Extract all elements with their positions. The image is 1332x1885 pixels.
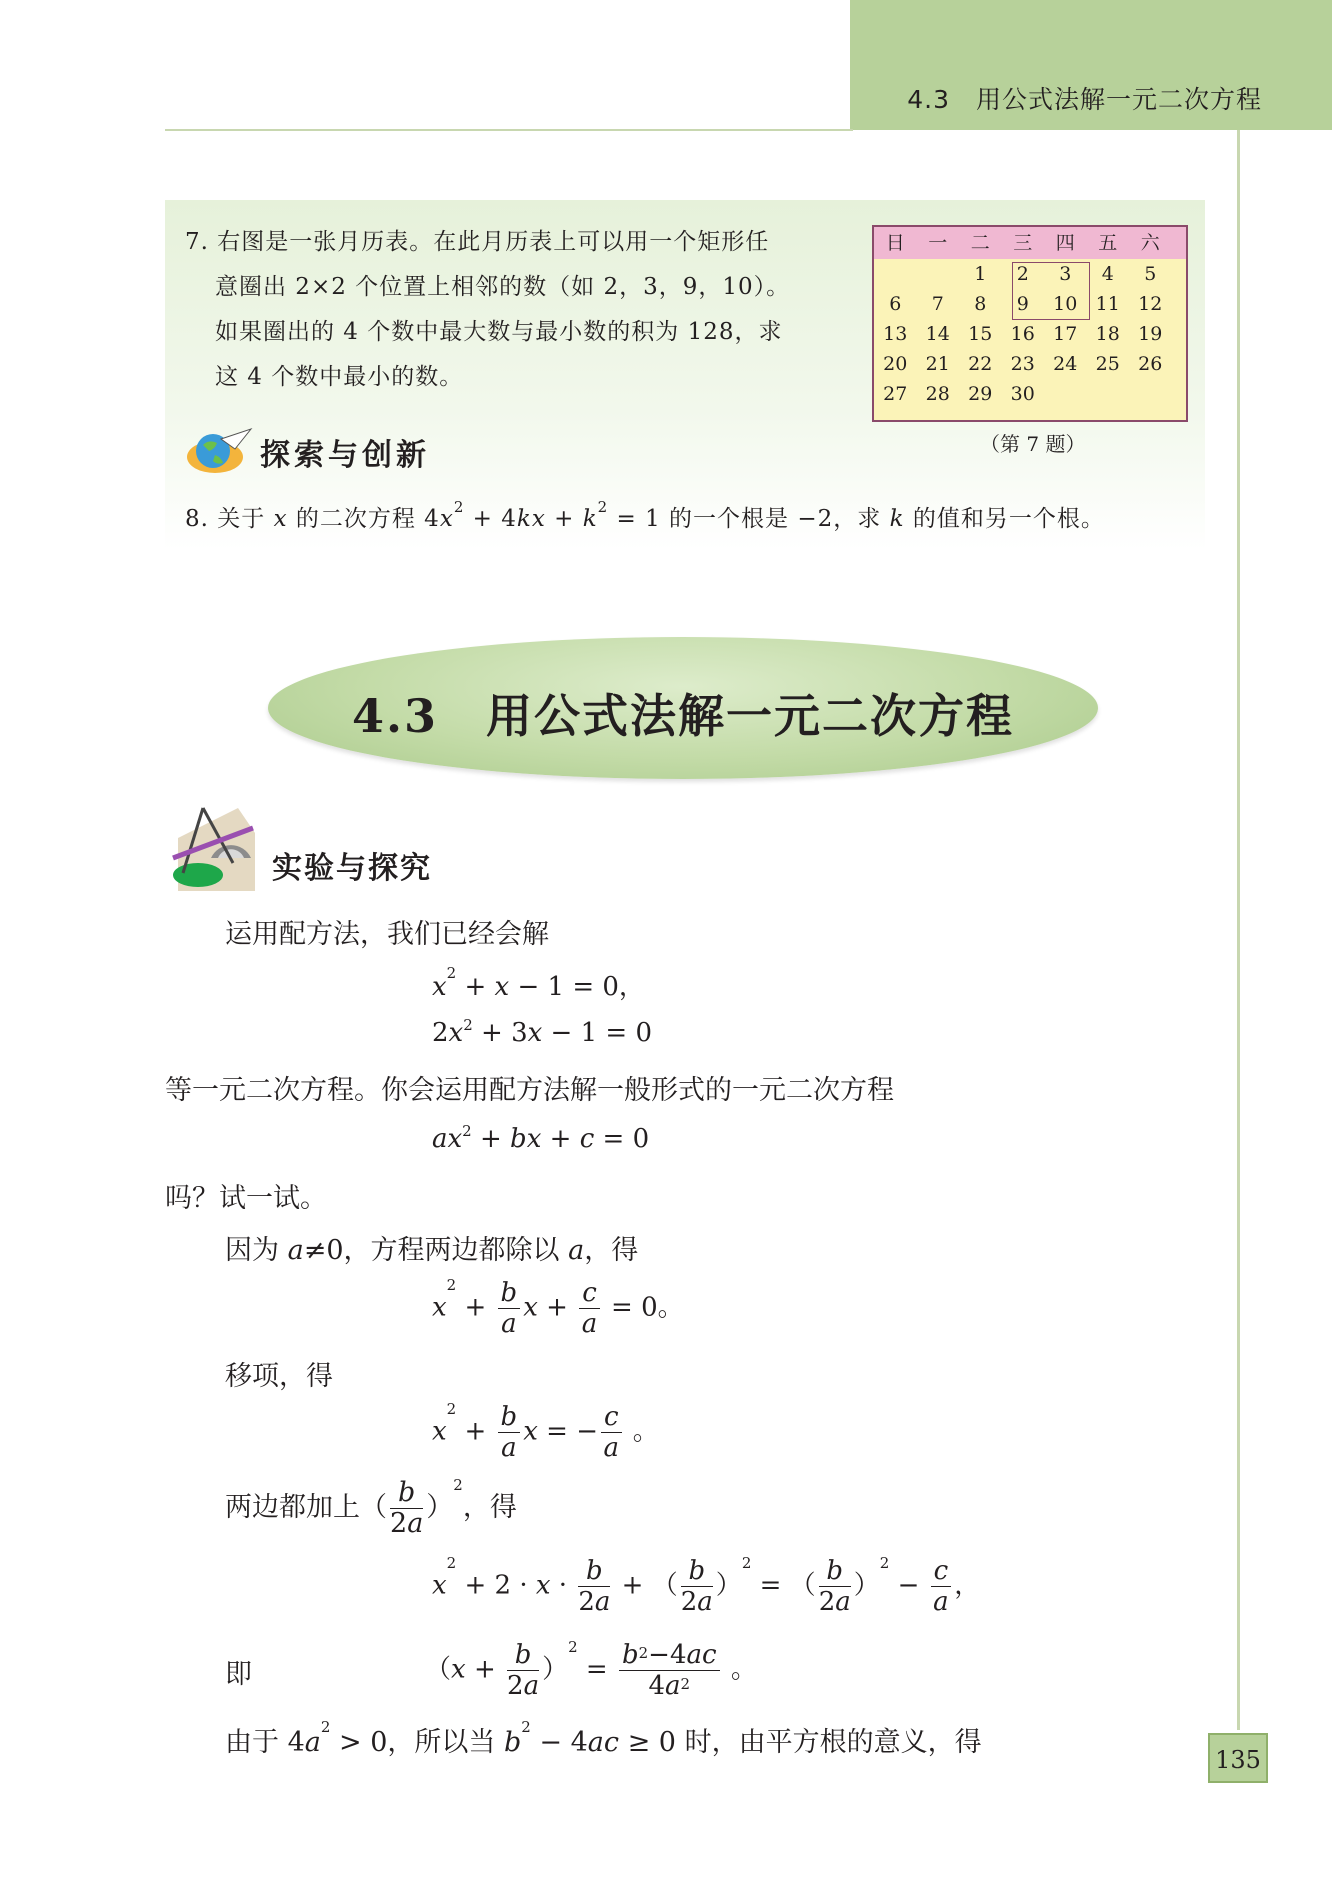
calendar-row	[874, 349, 1186, 379]
calendar-cell: 30	[1010, 383, 1035, 405]
exercise-7-line: 如果圈出的 4 个数中最大数与最小数的积为 128，求	[215, 319, 783, 345]
exercise-7-line: 这 4 个数中最小的数。	[215, 364, 464, 390]
equation-general: $ax^2$ + bx + c = 0	[432, 1122, 650, 1154]
equation-4: $x^2$ + $\frac{b}{a}$ x = − $\frac{c}{a}$ 。	[432, 1400, 659, 1463]
calendar-cell: 6	[889, 293, 902, 315]
calendar-cell: 5	[1144, 263, 1157, 285]
calendar-weekday: 二	[970, 232, 990, 254]
calendar-cell: 26	[1138, 353, 1163, 375]
body-text: ，得	[584, 1235, 639, 1266]
body-paragraph: 两边都加上（ $\frac{b}{2a}$ ）$^2$，得	[225, 1476, 517, 1539]
calendar-weekday: 一	[928, 232, 948, 254]
page-number: 135	[1208, 1733, 1268, 1783]
calendar-weekday: 五	[1098, 232, 1118, 254]
body-paragraph: 因为 a≠0，方程两边都除以 a，得	[225, 1235, 639, 1266]
calendar-header-row	[874, 227, 1186, 259]
body-text: 因为	[225, 1235, 288, 1266]
calendar-cell: 3	[1059, 263, 1072, 285]
body-text: > 0，所以当	[330, 1727, 504, 1758]
calendar-cell	[1044, 379, 1087, 409]
body-text: 两边都加上（	[225, 1492, 387, 1523]
calendar-cell	[1129, 379, 1172, 409]
calendar-cell	[1087, 379, 1130, 409]
equation-1: $x^2 + x - 1 = 0$，	[432, 964, 645, 1002]
exercise-7	[185, 220, 845, 400]
calendar-cell: 18	[1095, 323, 1120, 345]
ex8-text: 的二次方程 4	[295, 506, 440, 532]
body-paragraph: 移项，得	[225, 1361, 333, 1392]
calendar-weekday: 六	[1140, 232, 1160, 254]
calendar-cell: 24	[1053, 353, 1078, 375]
calendar-cell: 25	[1095, 353, 1120, 375]
header-rule	[165, 129, 853, 131]
calendar-cell	[874, 259, 917, 289]
equation-3: $x^2$ + $\frac{b}{a}$ x + $\frac{c}{a}$ = 0。	[432, 1276, 684, 1339]
equation-5: $x^2 + 2 \cdot x$ · $\frac{b}{2a}$ + （ $\frac{b}{2a}$ ）$^2$ = （ $\frac{b}{2a}$ ）$^2$ − $\frac{c}{a}$ ，	[432, 1554, 981, 1617]
calendar-cell: 20	[883, 353, 908, 375]
equation-6: （x + $\frac{b}{2a}$ ）$^2$ = $\frac{b^2-4ac}{4a^2}$ 。	[425, 1638, 757, 1701]
ex8-text: 的值和另一个根。	[904, 506, 1105, 532]
compass-protractor-icon	[163, 803, 258, 893]
calendar-cell: 10	[1053, 293, 1078, 315]
calendar-weekday: 日	[885, 232, 905, 254]
calendar-row	[874, 319, 1186, 349]
calendar-cell: 19	[1138, 323, 1163, 345]
calendar-cell: 11	[1095, 293, 1120, 315]
calendar-cell: 13	[883, 323, 908, 345]
experiment-heading: 实验与探究	[272, 851, 432, 886]
calendar-table	[872, 225, 1188, 422]
equation-2: $2x^2 + 3x - 1 = 0$	[432, 1016, 653, 1048]
calendar-cell: 21	[925, 353, 950, 375]
exercise-7-line: 意圈出 2×2 个位置上相邻的数（如 2，3，9，10）。	[215, 274, 791, 300]
ex8-text: = 1 的一个根是 −2，求	[608, 506, 890, 532]
calendar-weekday: 三	[1013, 232, 1033, 254]
calendar-caption: （第 7 题）	[980, 432, 1086, 456]
calendar-cell: 2	[1016, 263, 1029, 285]
margin-rule	[1237, 130, 1240, 1730]
section-title: 4.3 用公式法解一元二次方程	[351, 689, 1015, 743]
body-paragraph: 运用配方法，我们已经会解	[225, 919, 549, 950]
exercise-8: 8. 关于 x 的二次方程 $4x^2 + 4kx + k^2 = 1$ 的一个根是 −2，求 k 的值和另一个根。	[185, 498, 1105, 532]
calendar-cell: 1	[974, 263, 987, 285]
calendar-highlight-rect	[1012, 262, 1090, 320]
body-paragraph: 等一元二次方程。你会运用配方法解一般形式的一元二次方程	[165, 1075, 894, 1106]
calendar-cell: 8	[974, 293, 987, 315]
calendar-cell: 16	[1010, 323, 1035, 345]
calendar-cell: 12	[1138, 293, 1163, 315]
body-text: ≥ 0 时，由平方根的意义，得	[619, 1727, 982, 1758]
body-label: 即	[225, 1659, 252, 1690]
calendar-row	[874, 379, 1186, 409]
body-paragraph: 由于 $4a^2 > 0$，所以当 $b^2 - 4ac \ge 0$ 时，由平方根的意义，得	[225, 1718, 982, 1758]
calendar-cell: 17	[1053, 323, 1078, 345]
calendar-cell: 22	[968, 353, 993, 375]
body-text: ，得	[462, 1492, 517, 1523]
calendar-weekday: 四	[1055, 232, 1075, 254]
calendar-cell: 28	[925, 383, 950, 405]
calendar-cell: 4	[1101, 263, 1114, 285]
explore-heading: 探索与创新	[260, 438, 430, 473]
body-paragraph: 吗？试一试。	[165, 1183, 327, 1214]
calendar-cell	[917, 259, 960, 289]
calendar-cell: 27	[883, 383, 908, 405]
exercise-7-line: 7. 右图是一张月历表。在此月历表上可以用一个矩形任	[185, 229, 770, 255]
calendar-cell: 14	[925, 323, 950, 345]
calendar-cell: 9	[1016, 293, 1029, 315]
calendar-cell: 29	[968, 383, 993, 405]
calendar-cell: 15	[968, 323, 993, 345]
ex8-text: 8. 关于	[185, 506, 266, 532]
globe-plane-icon	[185, 425, 255, 480]
body-text: 由于 4	[225, 1727, 305, 1758]
running-header-title: 4.3 用公式法解一元二次方程	[907, 85, 1262, 114]
calendar-cell: 7	[931, 293, 944, 315]
calendar-cell: 23	[1010, 353, 1035, 375]
body-text: ≠0，方程两边都除以	[303, 1235, 569, 1266]
